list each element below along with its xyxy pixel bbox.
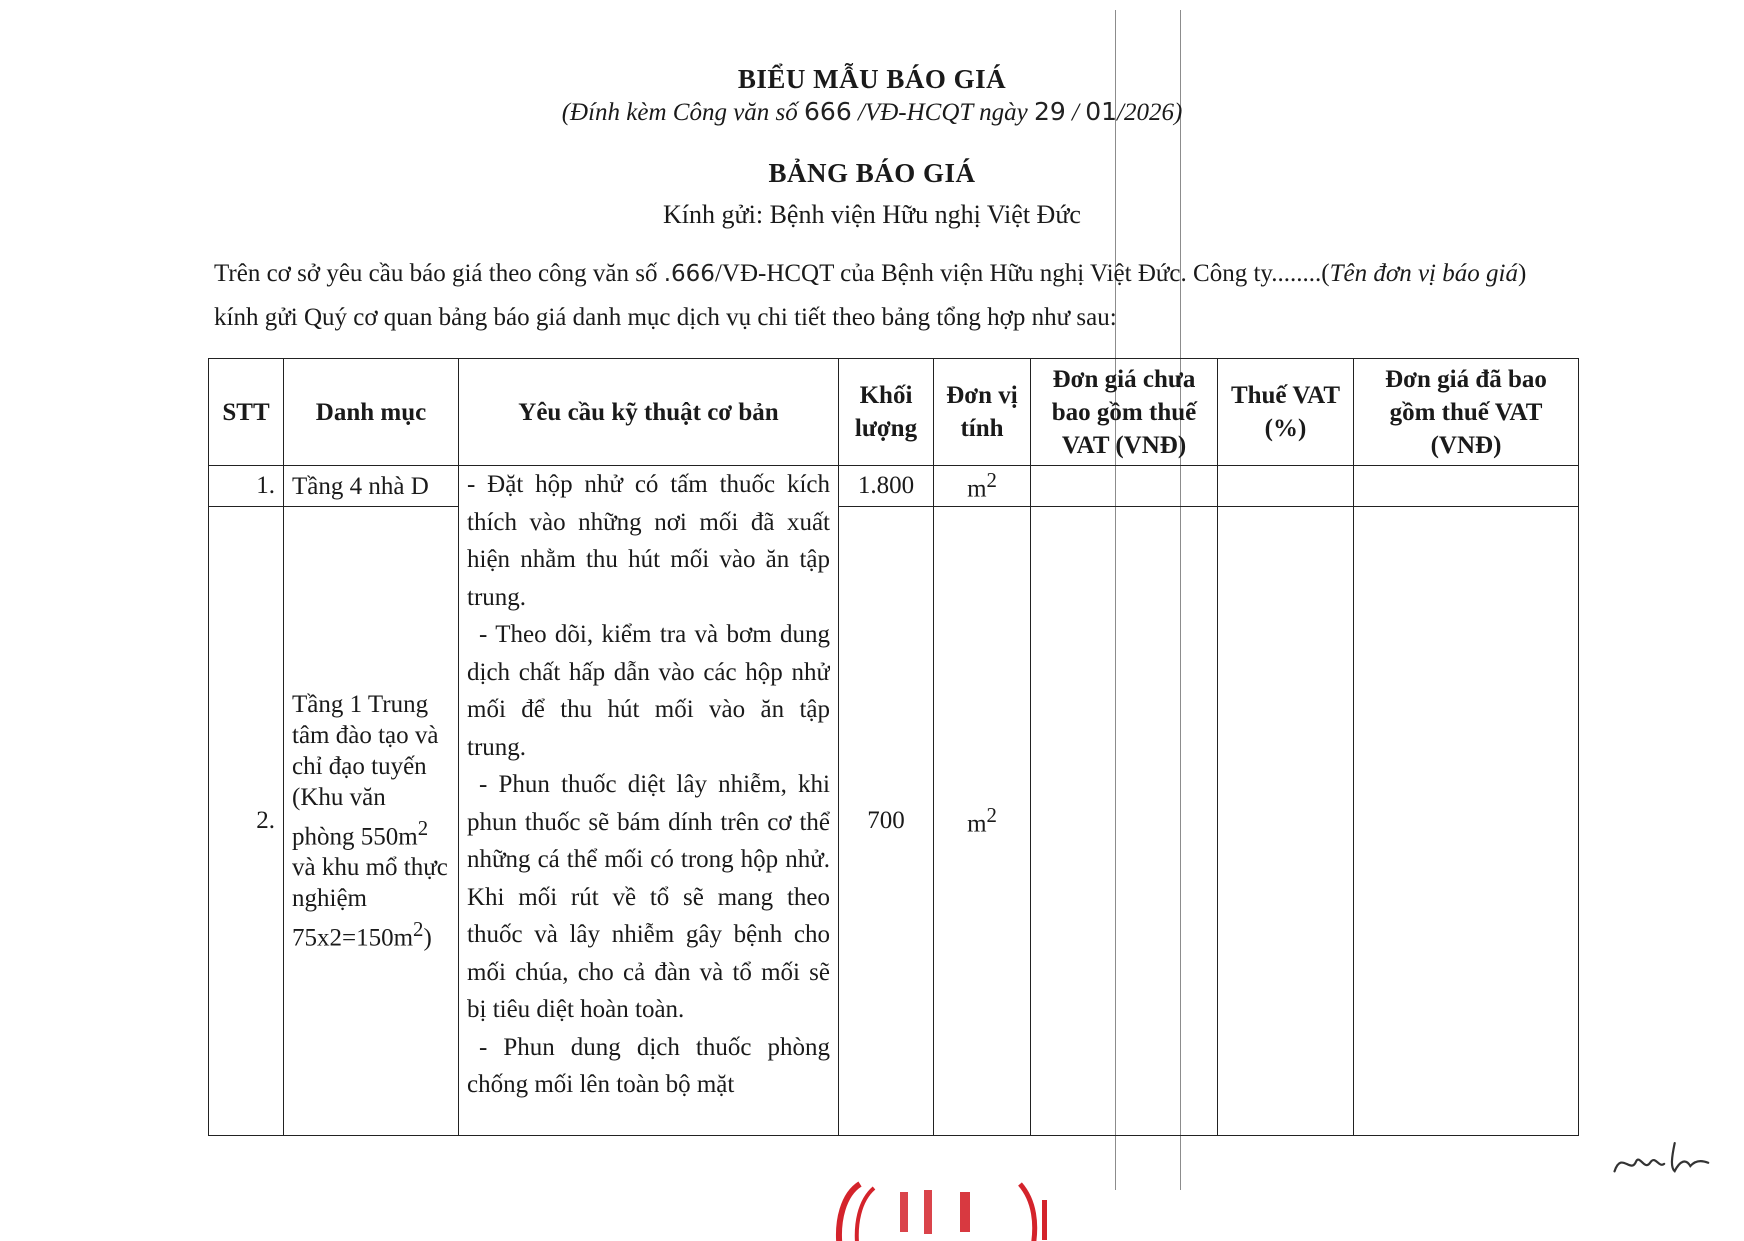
header-price-incl-vat: Đơn giá đã bao gồm thuế VAT (VNĐ) [1354, 359, 1579, 466]
requirement-item: - Đặt hộp nhử có tấm thuốc kích thích vào những nơi mối đã xuất hiện nhằm thu hút mối vào ăn tập trung. [467, 471, 830, 611]
row-vat[interactable] [1218, 466, 1354, 507]
table-row [209, 507, 1579, 1136]
form-title: BIỂU MẪU BÁO GIÁ [737, 64, 1007, 94]
date-separator: / [1072, 99, 1079, 126]
row-price-excl-vat[interactable] [1031, 466, 1218, 507]
recipient-line: Kính gửi: Bệnh viện Hữu nghị Việt Đức [663, 200, 1081, 229]
table-row [209, 466, 1579, 507]
row-unit [934, 466, 1031, 507]
handwritten-day: 29 [1033, 97, 1066, 126]
requirement-item: - Theo dõi, kiểm tra và bơm dung dịch chất hấp dẫn vào các hộp nhử mối để thu hút mối vào ăn tập trung. [467, 621, 830, 761]
category-superscript: 2 [417, 815, 429, 840]
stamp-icon [820, 1180, 1060, 1241]
row-vat[interactable] [1218, 507, 1354, 1136]
category-superscript: 2 [413, 917, 424, 941]
handwritten-signature [1610, 1135, 1713, 1190]
header-requirements: Yêu cầu kỹ thuật cơ bản [459, 359, 839, 466]
row-quantity: 700 [839, 507, 934, 1136]
handwritten-month: 01 [1085, 97, 1118, 126]
header-price-excl-vat: Đơn giá chưa bao gồm thuế VAT (VNĐ) [1031, 359, 1218, 466]
table-header-row [209, 359, 1579, 466]
row-category: Tầng 4 nhà D [284, 466, 459, 507]
red-stamp [820, 1180, 1060, 1241]
row-unit [934, 507, 1031, 1136]
intro-part2: /VĐ-HCQT của Bệnh viện Hữu nghị Việt Đức. Công ty........( [714, 260, 1330, 287]
signature-icon [1610, 1135, 1713, 1182]
unit-superscript: 2 [986, 468, 997, 493]
requirement-item: - Phun thuốc diệt lây nhiễm, khi phun thuốc sẽ bám dính trên cơ thể những cá thể mối có trong hộp nhử. Khi mối rút về tổ sẽ mang theo thuốc và lây nhiễm gây bệnh cho mối chúa, cho cả đàn và tổ mối sẽ bị tiêu diệt hoàn toàn. [467, 771, 830, 1023]
header-unit: Đơn vị tính [934, 359, 1031, 466]
header-category: Danh mục [284, 359, 459, 466]
requirement-item: - Phun dung dịch thuốc phòng chống mối lên toàn bộ mặt [467, 1033, 830, 1098]
unit-text: m [967, 810, 987, 838]
unit-superscript: 2 [986, 803, 997, 828]
intro-paragraph [214, 252, 1574, 340]
intro-part1: Trên cơ sở yêu cầu báo giá theo công văn số [214, 260, 658, 287]
category-text-a: Tầng 1 Trung tâm đào tạo và chỉ đạo tuyến (Khu văn phòng 550m [292, 690, 439, 850]
header-vat: Thuế VAT (%) [1218, 359, 1354, 466]
row-price-excl-vat[interactable] [1031, 507, 1218, 1136]
handwritten-doc-number: 666 [804, 97, 852, 126]
unit-text: m [967, 475, 987, 503]
attachment-mid: /VĐ-HCQT ngày [858, 99, 1028, 126]
row-quantity: 1.800 [839, 466, 934, 507]
row-stt: 1. [209, 466, 284, 507]
row-category [284, 507, 459, 1136]
attachment-line [0, 97, 1744, 127]
attachment-prefix: (Đính kèm Công văn số [561, 99, 798, 126]
intro-italic: Tên đơn vị báo giá [1329, 260, 1518, 287]
row-price-incl-vat[interactable] [1354, 466, 1579, 507]
quote-table [208, 358, 1579, 1136]
handwritten-doc-number-intro: .666 [663, 261, 715, 287]
row-stt: 2. [209, 507, 284, 1136]
requirements-cell [459, 466, 839, 1136]
category-text-c: ) [423, 924, 432, 952]
row-price-incl-vat[interactable] [1354, 507, 1579, 1136]
header-quantity: Khối lượng [839, 359, 934, 466]
attachment-suffix: /2026) [1117, 99, 1183, 126]
category-text-b: và khu mổ thực nghiệm 75x2=150m [292, 854, 448, 952]
header-stt: STT [209, 359, 284, 466]
intro-part3: ) kính gửi Quý cơ quan bảng báo giá danh mục dịch vụ chi tiết theo bảng tổng hợp như sau: [214, 260, 1527, 331]
quote-title: BẢNG BÁO GIÁ [768, 158, 976, 188]
